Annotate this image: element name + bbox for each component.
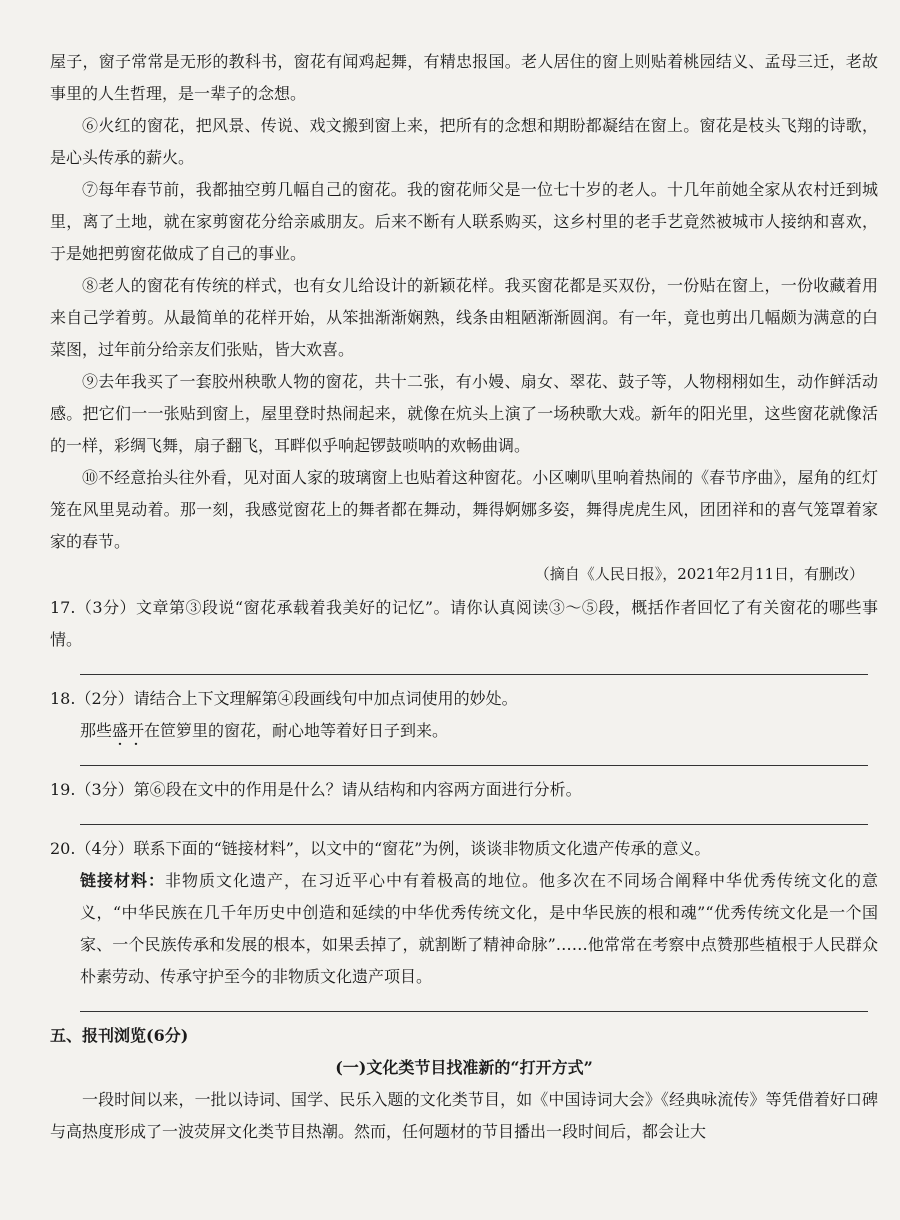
question-17: 17.（3分）文章第③段说“窗花承载着我美好的记忆”。请你认真阅读③～⑤段，概括作者回忆了有关窗花的哪些事情。 xyxy=(50,598,878,649)
answer-line-19[interactable] xyxy=(80,824,868,825)
sentence-part-a: 那些 xyxy=(80,721,113,740)
article-intro: 一段时间以来，一批以诗词、国学、民乐入题的文化类节目，如《中国诗词大会》《经典咏流传》等凭借着好口碑与高热度形成了一波荧屏文化类节目热潮。然而，任何题材的节目播出一段时间后，都会让大 xyxy=(50,1090,878,1141)
link-material xyxy=(50,865,878,993)
answer-line-20[interactable] xyxy=(80,1011,868,1012)
paragraph-5-continued: 屋子，窗子常常是无形的教科书，窗花有闻鸡起舞，有精忠报国。老人居住的窗上则贴着桃园结义、孟母三迁，老故事里的人生哲理，是一辈子的念想。 xyxy=(50,52,878,103)
article-title: (一)文化类节目找准新的“打开方式” xyxy=(335,1058,593,1077)
paragraph-8: ⑧老人的窗花有传统的样式，也有女儿给设计的新颖花样。我买窗花都是买双份，一份贴在窗上，一份收藏着用来自己学着剪。从最简单的花样开始，从笨拙渐渐娴熟，线条由粗陋渐渐圆润。有一年，竟也剪出几幅颇为满意的白菜图，过年前分给亲友们张贴，皆大欢喜。 xyxy=(50,276,878,359)
link-material-label: 链接材料： xyxy=(80,871,165,890)
paragraph-9: ⑨去年我买了一套胶州秧歌人物的窗花，共十二张，有小嫚、扇女、翠花、鼓子等，人物栩栩如生，动作鲜活动感。把它们一一张贴到窗上，屋里登时热闹起来，就像在炕头上演了一场秧歌大戏。新年的阳光里，这些窗花就像活的一样，彩绸飞舞，扇子翻飞，耳畔似乎响起锣鼓唢呐的欢畅曲调。 xyxy=(50,372,878,455)
question-18: 18.（2分）请结合上下文理解第④段画线句中加点词使用的妙处。 xyxy=(50,689,518,708)
paragraph-10: ⑩不经意抬头往外看，见对面人家的玻璃窗上也贴着这种窗花。小区喇叭里响着热闹的《春节序曲》，屋角的红灯笼在风里晃动着。那一刻，我感觉窗花上的舞者都在舞动，舞得婀娜多姿，舞得虎虎生风，团团祥和的喜气笼罩着家家的春节。 xyxy=(50,468,878,551)
question-18-sentence xyxy=(50,715,878,747)
dotted-word-1: 盛 xyxy=(112,721,129,740)
section-5-heading: 五、报刊浏览(6分) xyxy=(50,1026,189,1045)
question-20: 20.（4分）联系下面的“链接材料”，以文中的“窗花”为例，谈谈非物质文化遗产传承的意义。 xyxy=(50,839,711,858)
dotted-word-2: 开 xyxy=(128,721,145,740)
paragraph-6: ⑥火红的窗花，把风景、传说、戏文搬到窗上来，把所有的念想和期盼都凝结在窗上。窗花是枝头飞翔的诗歌，是心头传承的薪火。 xyxy=(50,116,878,167)
answer-line-18[interactable] xyxy=(80,765,868,766)
question-19: 19.（3分）第⑥段在文中的作用是什么？请从结构和内容两方面进行分析。 xyxy=(50,780,582,799)
answer-line-17[interactable] xyxy=(80,674,868,675)
link-material-body: 非物质文化遗产，在习近平心中有着极高的地位。他多次在不同场合阐释中华优秀传统文化的意义，“中华民族在几千年历史中创造和延续的中华优秀传统文化，是中华民族的根和魂”“优秀传统文化是一个国家、一个民族传承和发展的根本，如果丢掉了，就割断了精神命脉”……他常常在考察中点赞那些植根于人民群众朴素劳动、传承守护至今的非物质文化遗产项目。 xyxy=(80,871,878,986)
sentence-part-b: 在笸箩里的窗花，耐心地等着好日子到来。 xyxy=(144,721,449,740)
article-source: （摘自《人民日报》，2021年2月11日，有删改） xyxy=(534,565,864,583)
paragraph-7: ⑦每年春节前，我都抽空剪几幅自己的窗花。我的窗花师父是一位七十岁的老人。十几年前她全家从农村迁到城里，离了土地，就在家剪窗花分给亲戚朋友。后来不断有人联系购买，这乡村里的老手艺竟然被城市人接纳和喜欢，于是她把剪窗花做成了自己的事业。 xyxy=(50,180,878,263)
